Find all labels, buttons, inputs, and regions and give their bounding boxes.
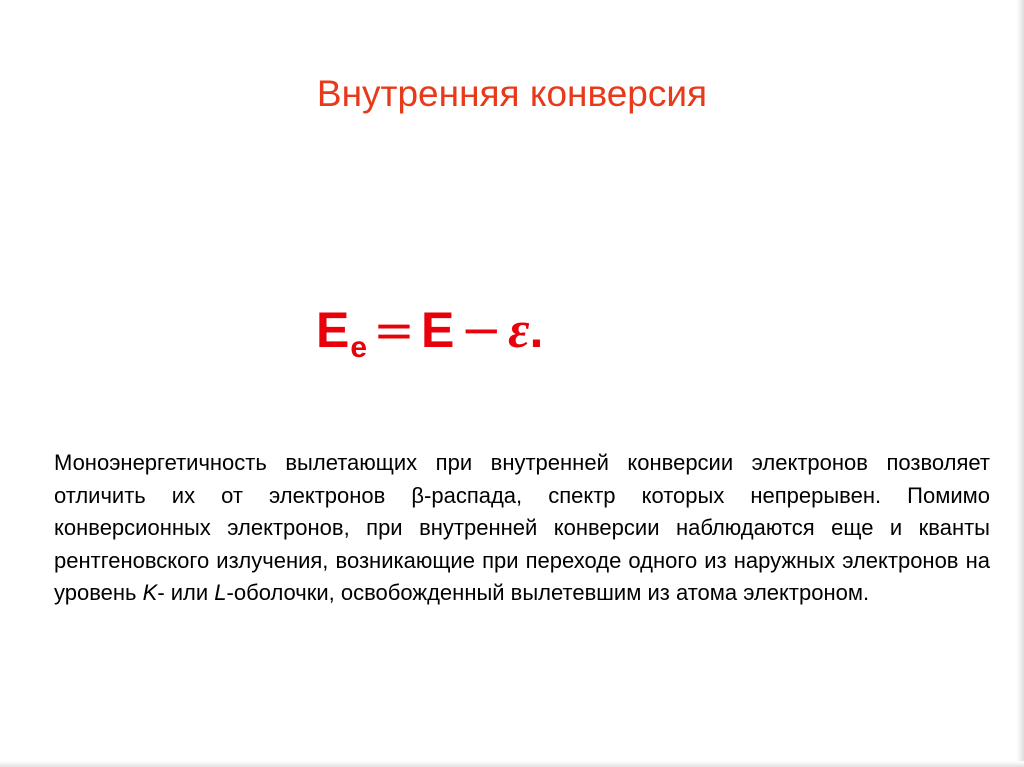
body-text-part-2: - или (157, 580, 215, 606)
body-text-part-3: -оболочки, освобожденный вылетевшим из атома электроном. (226, 580, 870, 606)
body-text-part-1: Моноэнергетичность вылетающих при внутренней конверсии электронов позволяет отличить их от электронов β-распада, спектр которых непрерывен. Помимо конверсионных электронов, при внутренней конверсии наблюдаются еще и кванты рентгеновского излучения, возникающие при переходе одного из наружных электронов на уровень (54, 450, 990, 606)
body-paragraph (54, 447, 990, 610)
formula (316, 300, 544, 364)
formula-energy-electron (316, 300, 367, 378)
formula-epsilon: ε (508, 302, 530, 359)
formula-lhs-subscript: e (350, 331, 368, 364)
k-shell-label: K (142, 580, 158, 606)
l-shell-label: L (214, 580, 227, 606)
formula-lhs-symbol: E (316, 302, 350, 358)
slide-edge-bottom (0, 761, 1024, 767)
formula-equals: = (373, 301, 415, 359)
formula-minus: − (460, 301, 503, 359)
formula-rhs-symbol: E (420, 302, 455, 358)
slide-edge-right (1016, 0, 1024, 767)
formula-period: . (529, 302, 544, 358)
slide-title: Внутренняя конверсия (316, 73, 708, 114)
